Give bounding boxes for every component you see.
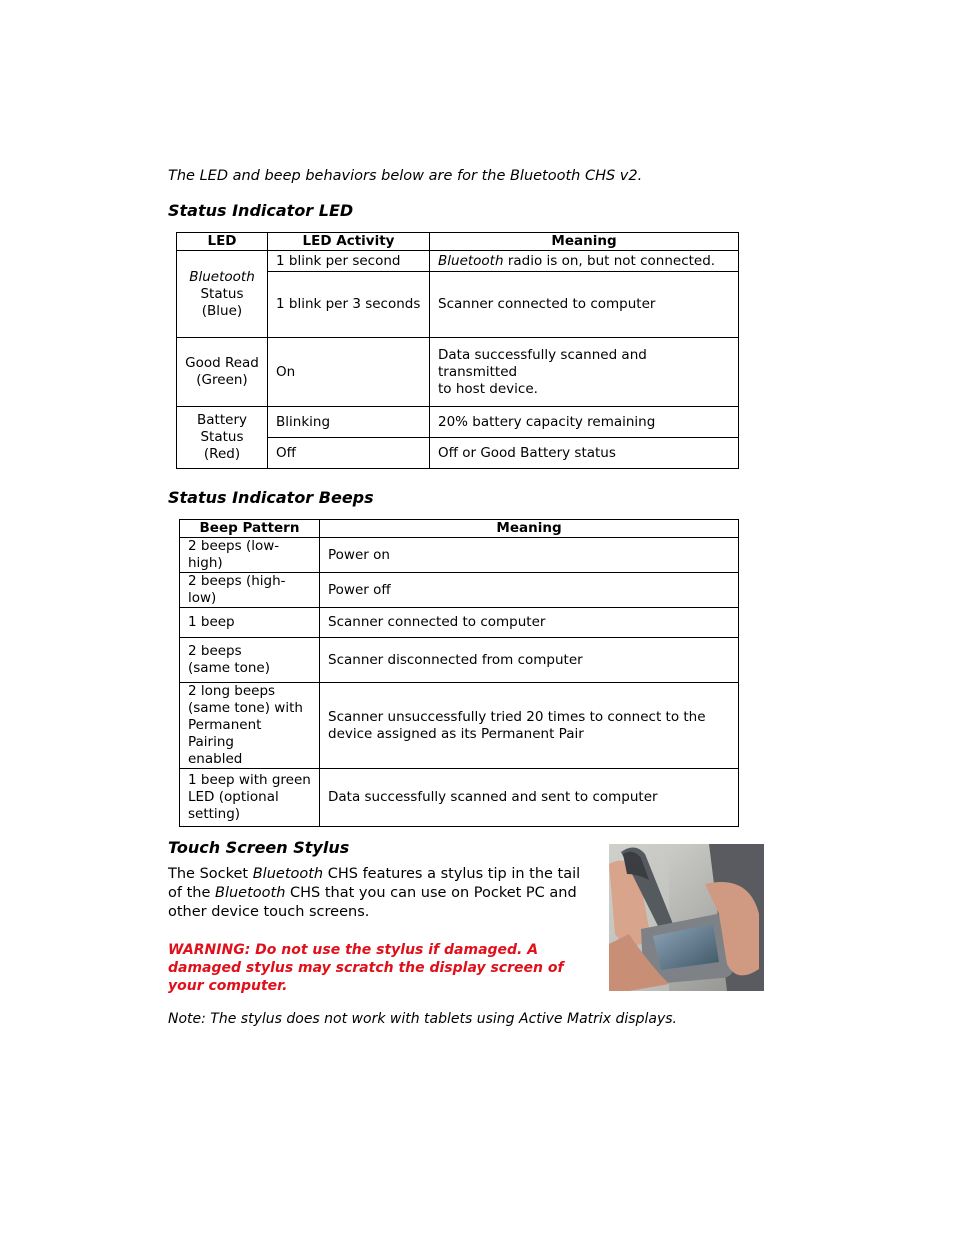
led-section-heading: Status Indicator LED	[168, 201, 354, 220]
stylus-note: Note: The stylus does not work with tablets using Active Matrix displays.	[168, 1011, 677, 1027]
activity-cell: 1 blink per 3 seconds	[268, 272, 430, 338]
table-row	[180, 638, 739, 683]
stylus-photo	[609, 844, 764, 991]
table-row	[177, 251, 739, 272]
table-row	[180, 573, 739, 608]
activity-cell: On	[268, 338, 430, 407]
beep-section-heading: Status Indicator Beeps	[168, 488, 374, 507]
meaning-cell: Bluetooth radio is on, but not connected.	[430, 251, 739, 272]
table-row	[180, 683, 739, 769]
meaning-cell: Power off	[320, 573, 739, 608]
table-row	[177, 338, 739, 407]
stylus-section-heading: Touch Screen Stylus	[168, 838, 350, 857]
header-meaning: Meaning	[430, 233, 739, 251]
activity-cell: Blinking	[268, 407, 430, 438]
table-row	[180, 538, 739, 573]
table-row	[177, 407, 739, 438]
table-row	[180, 769, 739, 827]
meaning-cell: Data successfully scanned and transmitted to host device.	[430, 338, 739, 407]
pattern-cell: 2 beeps (same tone)	[180, 638, 320, 683]
meaning-cell: Power on	[320, 538, 739, 573]
pattern-cell: 2 beeps (high-low)	[180, 573, 320, 608]
led-cell-good-read: Good Read (Green)	[177, 338, 268, 407]
meaning-cell: 20% battery capacity remaining	[430, 407, 739, 438]
led-cell-battery: Battery Status (Red)	[177, 407, 268, 469]
intro-text: The LED and beep behaviors below are for the Bluetooth CHS v2.	[168, 168, 643, 184]
meaning-cell: Off or Good Battery status	[430, 438, 739, 469]
activity-cell: 1 blink per second	[268, 251, 430, 272]
meaning-cell: Data successfully scanned and sent to computer	[320, 769, 739, 827]
pattern-cell: 1 beep with green LED (optional setting)	[180, 769, 320, 827]
stylus-warning: WARNING: Do not use the stylus if damaged. A damaged stylus may scratch the display screen of your computer.	[168, 942, 564, 994]
beep-table-header	[180, 520, 739, 538]
activity-cell: Off	[268, 438, 430, 469]
header-beep-pattern: Beep Pattern	[180, 520, 320, 538]
meaning-cell: Scanner unsuccessfully tried 20 times to connect to the device assigned as its Permanent Pair	[320, 683, 739, 769]
header-led: LED	[177, 233, 268, 251]
stylus-paragraph: The Socket Bluetooth CHS features a stylus tip in the tail of the Bluetooth CHS that you can use on Pocket PC and other device touch screens.	[168, 866, 581, 920]
meaning-cell: Scanner disconnected from computer	[320, 638, 739, 683]
beep-table	[179, 519, 739, 827]
header-meaning: Meaning	[320, 520, 739, 538]
led-table	[176, 232, 739, 469]
led-table-header	[177, 233, 739, 251]
pattern-cell: 2 long beeps (same tone) with Permanent Pairing enabled	[180, 683, 320, 769]
meaning-cell: Scanner connected to computer	[320, 608, 739, 638]
led-cell-bluetooth: Bluetooth Status (Blue)	[177, 251, 268, 338]
pattern-cell: 2 beeps (low-high)	[180, 538, 320, 573]
pattern-cell: 1 beep	[180, 608, 320, 638]
header-led-activity: LED Activity	[268, 233, 430, 251]
table-row	[180, 608, 739, 638]
meaning-cell: Scanner connected to computer	[430, 272, 739, 338]
